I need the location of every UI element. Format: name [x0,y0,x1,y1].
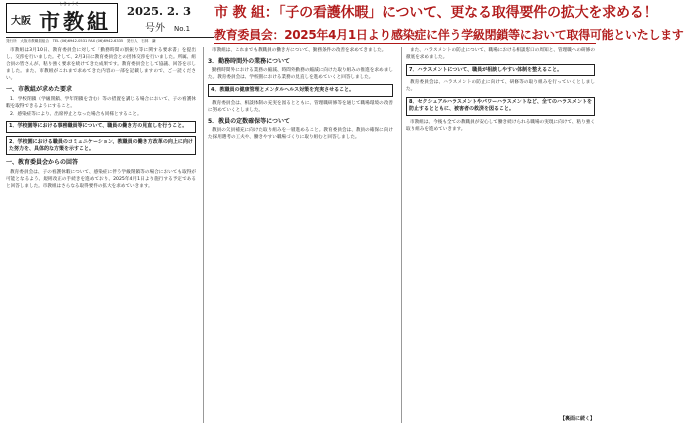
masthead [6,3,213,45]
headline-secondary: 教育委員会：2025年4月1日より感染症に伴う学級閉鎖等において取得可能といたします [214,28,684,42]
request-item: 1．学校閉鎖（学級閉鎖、学年閉鎖を含む）等の措置を講じる場合において、子の看護休暇を取得できるようにすること。 [6,96,196,109]
section-heading: 3．勤務時間外の業務について [208,58,291,66]
lead-paragraph: 市教組は、これまでも教職員の働き方について、勤務条件の改善を求めてきました。 [212,48,387,53]
section-heading: 5．教員の定数確保等について [208,117,291,125]
lead-paragraph: また、ハラスメントの防止について、職場における相談窓口の周知と、管理職への研修の徹底を求めました。 [406,48,595,61]
boxed-request: 7．ハラスメントについて、職員が相談しやすい体制を整えること。 [406,64,595,76]
intro-paragraph: 市教組は3月10日、教育委員会に対して「勤務時間の割振り等に関する要求書」を提出し、交渉を行いました。そして、2月3日に教育委員会との団体交渉を行いました。所属、組合員の皆さんが、粘り強く要求を続けてきた成果です。教育委員会として協議、回答を示しました。また、市教組がこれまで求めてきた内容の一部を記載しますので、ご一読ください。 [6,48,196,82]
publisher-line: 発行所 大阪市教職員組合 TEL (06)6942-0531 FAX (06)6942-6335 発行人 石林 謙 [6,37,214,44]
boxed-request: 2．学校園における職員のコミュニケーション、教職員の働き方改革の向上に向けた努力を、具体的な方策を示すこと。 [6,136,196,155]
issue-label: 号外 [145,23,165,34]
section-heading: 一、市教組が求めた要求 [6,86,73,94]
column-middle [203,47,393,423]
boxed-request: 4．教職員の健康管理とメンタルヘルス対策を充実させること。 [208,84,393,96]
issue-date: 2025. 2. 3 [127,4,192,18]
boxed-request: 1．学校園等における事務職員等について、職員の働き方の見直しを行うこと。 [6,121,196,133]
logo-furigana: しきょうそ [59,1,79,6]
logo-osaka: 大阪 [11,16,31,27]
continued-note: 【裏面に続く】 [559,415,595,422]
column-left [6,47,196,423]
body-paragraph: 教育委員会は、ハラスメントの防止に向けて、研修等の取り組みを行っていくとしました。 [406,80,595,93]
logo [6,3,118,33]
headline-primary: 市 教 組：「子の看護休暇」について、更なる取得要件の拡大を求める！ [214,5,658,21]
body-paragraph: 市教組は、今後も全ての教職員が安心して働き続けられる職場の実現に向けて、粘り強く取り組みを進めていきます。 [406,119,595,133]
boxed-request: 8．セクシュアルハラスメントやパワーハラスメントなど、全てのハラスメントを防止するとともに、被害者の救済を図ること。 [406,97,595,116]
column-right [401,47,595,423]
body-paragraph: 教育委員会は、相談体制の充実を図るとともに、管理職研修等を通じて職場環境の改善に努めていくとしました。 [208,100,393,113]
reply-paragraph: 教育委員会は、子の看護休暇について、感染症に伴う学級閉鎖等の場合においても取得が可能となるよう、規則改正の手続きを進めており、2025年4月1日より施行する予定であると回答しました。市教組はさらなる取得要件の拡大を求めていきます。 [6,169,196,189]
issue-number: No.1 [174,25,191,33]
logo-title: 市教組 [39,9,111,34]
section-heading: 一、教育委員会からの回答 [6,159,79,167]
request-item: 2．感染症等により、出席停止となった場合も同様とすること。 [10,111,142,117]
body-paragraph: 教員の欠員補充に向けた取り組みを一層進めること。教育委員会は、教員の確保に向けた採用選考の工夫や、働きやすい職場づくりに取り組むと回答しました。 [208,127,393,140]
body-paragraph: 勤務時間外における業務の縮減、時間外勤務の縮減に向けた取り組みの推進を求めました。教育委員会は、学校園における業務の見直しを進めていくと回答しました。 [208,68,393,81]
